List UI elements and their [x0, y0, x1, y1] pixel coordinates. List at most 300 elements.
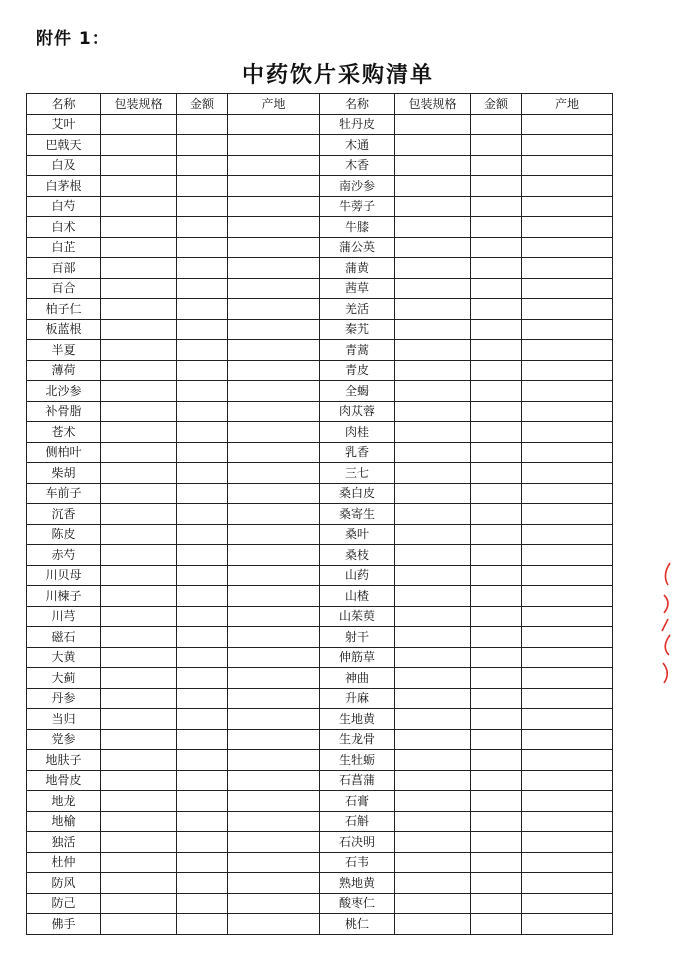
amount-cell[interactable] — [177, 176, 228, 197]
package-spec-cell[interactable] — [395, 893, 471, 914]
amount-cell[interactable] — [177, 360, 228, 381]
herb-name-cell: 石斛 — [320, 811, 395, 832]
amount-cell[interactable] — [177, 401, 228, 422]
package-spec-cell[interactable] — [101, 483, 177, 504]
table-body — [27, 114, 613, 934]
package-spec-cell[interactable] — [101, 504, 177, 525]
amount-cell[interactable] — [177, 155, 228, 176]
package-spec-cell[interactable] — [101, 832, 177, 853]
package-spec-cell[interactable] — [101, 750, 177, 771]
package-spec-cell[interactable] — [395, 709, 471, 730]
table-row — [27, 586, 613, 607]
amount-cell[interactable] — [177, 729, 228, 750]
package-spec-cell[interactable] — [101, 237, 177, 258]
package-spec-cell[interactable] — [395, 422, 471, 443]
col-header-amount-right: 金额 — [471, 94, 522, 115]
package-spec-cell[interactable] — [101, 381, 177, 402]
package-spec-cell[interactable] — [101, 155, 177, 176]
table-row — [27, 442, 613, 463]
amount-cell[interactable] — [471, 893, 522, 914]
amount-cell[interactable] — [177, 709, 228, 730]
table-row — [27, 401, 613, 422]
package-spec-cell[interactable] — [395, 729, 471, 750]
amount-cell[interactable] — [177, 770, 228, 791]
herb-name-cell: 防风 — [27, 873, 101, 894]
package-spec-cell[interactable] — [395, 442, 471, 463]
amount-cell[interactable] — [471, 463, 522, 484]
package-spec-cell[interactable] — [395, 586, 471, 607]
herb-name-cell: 巴戟天 — [27, 135, 101, 156]
col-header-package-left: 包装规格 — [101, 94, 177, 115]
package-spec-cell[interactable] — [101, 606, 177, 627]
origin-cell[interactable] — [228, 299, 320, 320]
origin-cell[interactable] — [522, 852, 613, 873]
amount-cell[interactable] — [177, 791, 228, 812]
origin-cell[interactable] — [522, 258, 613, 279]
origin-cell[interactable] — [522, 811, 613, 832]
package-spec-cell[interactable] — [101, 627, 177, 648]
herb-name-cell: 熟地黄 — [320, 873, 395, 894]
herb-name-cell: 桑寄生 — [320, 504, 395, 525]
package-spec-cell[interactable] — [101, 114, 177, 135]
package-spec-cell[interactable] — [101, 340, 177, 361]
package-spec-cell[interactable] — [395, 914, 471, 935]
herb-name-cell: 桑枝 — [320, 545, 395, 566]
package-spec-cell[interactable] — [101, 217, 177, 238]
package-spec-cell[interactable] — [395, 360, 471, 381]
amount-cell[interactable] — [471, 442, 522, 463]
amount-cell[interactable] — [177, 852, 228, 873]
origin-cell[interactable] — [522, 647, 613, 668]
amount-cell[interactable] — [471, 750, 522, 771]
herb-name-cell: 桑叶 — [320, 524, 395, 545]
package-spec-cell[interactable] — [395, 852, 471, 873]
herb-name-cell: 羌活 — [320, 299, 395, 320]
amount-cell[interactable] — [471, 319, 522, 340]
amount-cell[interactable] — [471, 422, 522, 443]
package-spec-cell[interactable] — [101, 893, 177, 914]
package-spec-cell[interactable] — [395, 545, 471, 566]
origin-cell[interactable] — [522, 688, 613, 709]
herb-name-cell: 地肤子 — [27, 750, 101, 771]
herb-name-cell: 白芷 — [27, 237, 101, 258]
herb-name-cell: 防己 — [27, 893, 101, 914]
origin-cell[interactable] — [228, 852, 320, 873]
amount-cell[interactable] — [177, 627, 228, 648]
package-spec-cell[interactable] — [395, 832, 471, 853]
package-spec-cell[interactable] — [101, 565, 177, 586]
origin-cell[interactable] — [228, 627, 320, 648]
amount-cell[interactable] — [177, 340, 228, 361]
amount-cell[interactable] — [177, 524, 228, 545]
origin-cell[interactable] — [522, 832, 613, 853]
herb-name-cell: 白芍 — [27, 196, 101, 217]
herb-name-cell: 石膏 — [320, 791, 395, 812]
amount-cell[interactable] — [471, 483, 522, 504]
herb-name-cell: 补骨脂 — [27, 401, 101, 422]
origin-cell[interactable] — [522, 176, 613, 197]
herb-name-cell: 板蓝根 — [27, 319, 101, 340]
amount-cell[interactable] — [177, 381, 228, 402]
package-spec-cell[interactable] — [395, 483, 471, 504]
origin-cell[interactable] — [522, 463, 613, 484]
herb-name-cell: 党参 — [27, 729, 101, 750]
package-spec-cell[interactable] — [101, 258, 177, 279]
herb-name-cell: 柴胡 — [27, 463, 101, 484]
table-row — [27, 852, 613, 873]
package-spec-cell[interactable] — [101, 811, 177, 832]
table-row — [27, 709, 613, 730]
table-row — [27, 319, 613, 340]
package-spec-cell[interactable] — [395, 237, 471, 258]
package-spec-cell[interactable] — [395, 524, 471, 545]
package-spec-cell[interactable] — [395, 627, 471, 648]
origin-cell[interactable] — [522, 627, 613, 648]
origin-cell[interactable] — [228, 176, 320, 197]
origin-cell[interactable] — [522, 422, 613, 443]
amount-cell[interactable] — [471, 340, 522, 361]
amount-cell[interactable] — [471, 278, 522, 299]
origin-cell[interactable] — [228, 750, 320, 771]
amount-cell[interactable] — [177, 442, 228, 463]
herb-name-cell: 赤芍 — [27, 545, 101, 566]
col-header-name-right: 名称 — [320, 94, 395, 115]
amount-cell[interactable] — [177, 114, 228, 135]
origin-cell[interactable] — [522, 729, 613, 750]
attachment-label: 附件 1： — [36, 29, 110, 49]
origin-cell[interactable] — [228, 914, 320, 935]
amount-cell[interactable] — [177, 873, 228, 894]
amount-cell[interactable] — [471, 832, 522, 853]
origin-cell[interactable] — [522, 401, 613, 422]
herb-name-cell: 地骨皮 — [27, 770, 101, 791]
package-spec-cell[interactable] — [101, 319, 177, 340]
package-spec-cell[interactable] — [101, 524, 177, 545]
table-row — [27, 278, 613, 299]
amount-cell[interactable] — [177, 319, 228, 340]
package-spec-cell[interactable] — [395, 155, 471, 176]
amount-cell[interactable] — [471, 237, 522, 258]
package-spec-cell[interactable] — [101, 176, 177, 197]
origin-cell[interactable] — [228, 463, 320, 484]
col-header-package-right: 包装规格 — [395, 94, 471, 115]
origin-cell[interactable] — [522, 155, 613, 176]
amount-cell[interactable] — [471, 381, 522, 402]
amount-cell[interactable] — [177, 237, 228, 258]
package-spec-cell[interactable] — [395, 340, 471, 361]
package-spec-cell[interactable] — [101, 463, 177, 484]
origin-cell[interactable] — [522, 381, 613, 402]
origin-cell[interactable] — [228, 340, 320, 361]
herb-name-cell: 山药 — [320, 565, 395, 586]
amount-cell[interactable] — [177, 217, 228, 238]
origin-cell[interactable] — [522, 504, 613, 525]
table-row — [27, 360, 613, 381]
amount-cell[interactable] — [177, 893, 228, 914]
package-spec-cell[interactable] — [101, 873, 177, 894]
herb-name-cell: 柏子仁 — [27, 299, 101, 320]
origin-cell[interactable] — [228, 217, 320, 238]
origin-cell[interactable] — [522, 545, 613, 566]
package-spec-cell[interactable] — [101, 135, 177, 156]
amount-cell[interactable] — [177, 278, 228, 299]
package-spec-cell[interactable] — [395, 401, 471, 422]
amount-cell[interactable] — [471, 627, 522, 648]
amount-cell[interactable] — [471, 811, 522, 832]
package-spec-cell[interactable] — [101, 688, 177, 709]
herb-name-cell: 南沙参 — [320, 176, 395, 197]
herb-name-cell: 地榆 — [27, 811, 101, 832]
amount-cell[interactable] — [177, 668, 228, 689]
origin-cell[interactable] — [228, 360, 320, 381]
origin-cell[interactable] — [228, 258, 320, 279]
herb-name-cell: 牛蒡子 — [320, 196, 395, 217]
amount-cell[interactable] — [471, 586, 522, 607]
origin-cell[interactable] — [522, 750, 613, 771]
amount-cell[interactable] — [471, 114, 522, 135]
package-spec-cell[interactable] — [395, 114, 471, 135]
origin-cell[interactable] — [522, 319, 613, 340]
origin-cell[interactable] — [522, 709, 613, 730]
origin-cell[interactable] — [522, 770, 613, 791]
amount-cell[interactable] — [177, 258, 228, 279]
origin-cell[interactable] — [228, 401, 320, 422]
amount-cell[interactable] — [471, 709, 522, 730]
package-spec-cell[interactable] — [395, 811, 471, 832]
table-row — [27, 114, 613, 135]
package-spec-cell[interactable] — [395, 319, 471, 340]
origin-cell[interactable] — [228, 811, 320, 832]
amount-cell[interactable] — [471, 606, 522, 627]
amount-cell[interactable] — [471, 258, 522, 279]
amount-cell[interactable] — [471, 688, 522, 709]
amount-cell[interactable] — [471, 155, 522, 176]
origin-cell[interactable] — [228, 155, 320, 176]
herb-name-cell: 丹参 — [27, 688, 101, 709]
herb-name-cell: 百合 — [27, 278, 101, 299]
table-row — [27, 811, 613, 832]
amount-cell[interactable] — [471, 545, 522, 566]
package-spec-cell[interactable] — [101, 914, 177, 935]
package-spec-cell[interactable] — [101, 852, 177, 873]
origin-cell[interactable] — [522, 791, 613, 812]
origin-cell[interactable] — [522, 565, 613, 586]
amount-cell[interactable] — [471, 401, 522, 422]
amount-cell[interactable] — [177, 422, 228, 443]
origin-cell[interactable] — [228, 709, 320, 730]
origin-cell[interactable] — [228, 586, 320, 607]
origin-cell[interactable] — [522, 914, 613, 935]
amount-cell[interactable] — [471, 217, 522, 238]
origin-cell[interactable] — [228, 319, 320, 340]
amount-cell[interactable] — [471, 176, 522, 197]
origin-cell[interactable] — [228, 668, 320, 689]
herb-name-cell: 生地黄 — [320, 709, 395, 730]
package-spec-cell[interactable] — [101, 586, 177, 607]
origin-cell[interactable] — [228, 729, 320, 750]
amount-cell[interactable] — [471, 504, 522, 525]
origin-cell[interactable] — [228, 770, 320, 791]
amount-cell[interactable] — [177, 586, 228, 607]
package-spec-cell[interactable] — [101, 299, 177, 320]
amount-cell[interactable] — [177, 504, 228, 525]
amount-cell[interactable] — [471, 668, 522, 689]
package-spec-cell[interactable] — [395, 299, 471, 320]
package-spec-cell[interactable] — [101, 647, 177, 668]
origin-cell[interactable] — [228, 893, 320, 914]
package-spec-cell[interactable] — [101, 545, 177, 566]
red-seal-stamp — [658, 555, 674, 695]
origin-cell[interactable] — [228, 565, 320, 586]
table-row — [27, 340, 613, 361]
herb-name-cell: 桑白皮 — [320, 483, 395, 504]
origin-cell[interactable] — [228, 504, 320, 525]
col-header-amount-left: 金额 — [177, 94, 228, 115]
origin-cell[interactable] — [522, 135, 613, 156]
amount-cell[interactable] — [471, 770, 522, 791]
package-spec-cell[interactable] — [395, 791, 471, 812]
amount-cell[interactable] — [471, 135, 522, 156]
amount-cell[interactable] — [471, 647, 522, 668]
amount-cell[interactable] — [471, 565, 522, 586]
origin-cell[interactable] — [522, 442, 613, 463]
amount-cell[interactable] — [471, 914, 522, 935]
origin-cell[interactable] — [522, 278, 613, 299]
table-row — [27, 483, 613, 504]
origin-cell[interactable] — [522, 299, 613, 320]
package-spec-cell[interactable] — [395, 873, 471, 894]
package-spec-cell[interactable] — [101, 442, 177, 463]
amount-cell[interactable] — [471, 873, 522, 894]
herb-name-cell: 蒲公英 — [320, 237, 395, 258]
origin-cell[interactable] — [228, 873, 320, 894]
amount-cell[interactable] — [471, 729, 522, 750]
origin-cell[interactable] — [522, 893, 613, 914]
herb-name-cell: 百部 — [27, 258, 101, 279]
herb-name-cell: 酸枣仁 — [320, 893, 395, 914]
origin-cell[interactable] — [228, 606, 320, 627]
origin-cell[interactable] — [228, 114, 320, 135]
amount-cell[interactable] — [471, 852, 522, 873]
amount-cell[interactable] — [177, 914, 228, 935]
herb-purchase-table — [26, 93, 613, 935]
amount-cell[interactable] — [177, 463, 228, 484]
table-header-row — [27, 94, 613, 115]
origin-cell[interactable] — [228, 442, 320, 463]
package-spec-cell[interactable] — [395, 196, 471, 217]
amount-cell[interactable] — [177, 606, 228, 627]
origin-cell[interactable] — [522, 524, 613, 545]
amount-cell[interactable] — [177, 299, 228, 320]
amount-cell[interactable] — [471, 299, 522, 320]
origin-cell[interactable] — [228, 791, 320, 812]
package-spec-cell[interactable] — [395, 278, 471, 299]
package-spec-cell[interactable] — [395, 770, 471, 791]
package-spec-cell[interactable] — [101, 709, 177, 730]
amount-cell[interactable] — [177, 688, 228, 709]
origin-cell[interactable] — [228, 483, 320, 504]
package-spec-cell[interactable] — [101, 422, 177, 443]
amount-cell[interactable] — [177, 647, 228, 668]
origin-cell[interactable] — [228, 545, 320, 566]
origin-cell[interactable] — [522, 237, 613, 258]
package-spec-cell[interactable] — [101, 668, 177, 689]
herb-name-cell: 生龙骨 — [320, 729, 395, 750]
package-spec-cell[interactable] — [395, 647, 471, 668]
package-spec-cell[interactable] — [395, 258, 471, 279]
package-spec-cell[interactable] — [395, 504, 471, 525]
origin-cell[interactable] — [228, 688, 320, 709]
origin-cell[interactable] — [522, 586, 613, 607]
amount-cell[interactable] — [177, 135, 228, 156]
amount-cell[interactable] — [471, 524, 522, 545]
origin-cell[interactable] — [228, 196, 320, 217]
herb-name-cell: 木通 — [320, 135, 395, 156]
package-spec-cell[interactable] — [101, 401, 177, 422]
origin-cell[interactable] — [522, 360, 613, 381]
package-spec-cell[interactable] — [395, 217, 471, 238]
origin-cell[interactable] — [522, 873, 613, 894]
origin-cell[interactable] — [228, 381, 320, 402]
origin-cell[interactable] — [228, 135, 320, 156]
origin-cell[interactable] — [522, 114, 613, 135]
package-spec-cell[interactable] — [395, 565, 471, 586]
amount-cell[interactable] — [471, 791, 522, 812]
package-spec-cell[interactable] — [101, 360, 177, 381]
origin-cell[interactable] — [228, 647, 320, 668]
amount-cell[interactable] — [177, 196, 228, 217]
herb-name-cell: 大蓟 — [27, 668, 101, 689]
amount-cell[interactable] — [177, 832, 228, 853]
package-spec-cell[interactable] — [395, 750, 471, 771]
herb-name-cell: 当归 — [27, 709, 101, 730]
origin-cell[interactable] — [522, 606, 613, 627]
package-spec-cell[interactable] — [101, 791, 177, 812]
origin-cell[interactable] — [228, 832, 320, 853]
package-spec-cell[interactable] — [101, 729, 177, 750]
origin-cell[interactable] — [228, 237, 320, 258]
package-spec-cell[interactable] — [101, 770, 177, 791]
origin-cell[interactable] — [228, 524, 320, 545]
origin-cell[interactable] — [522, 217, 613, 238]
package-spec-cell[interactable] — [395, 688, 471, 709]
origin-cell[interactable] — [522, 483, 613, 504]
package-spec-cell[interactable] — [395, 668, 471, 689]
package-spec-cell[interactable] — [395, 463, 471, 484]
package-spec-cell[interactable] — [395, 135, 471, 156]
origin-cell[interactable] — [522, 668, 613, 689]
origin-cell[interactable] — [522, 340, 613, 361]
amount-cell[interactable] — [177, 565, 228, 586]
package-spec-cell[interactable] — [101, 196, 177, 217]
amount-cell[interactable] — [471, 360, 522, 381]
amount-cell[interactable] — [177, 545, 228, 566]
package-spec-cell[interactable] — [395, 606, 471, 627]
origin-cell[interactable] — [228, 422, 320, 443]
origin-cell[interactable] — [228, 278, 320, 299]
table-row — [27, 196, 613, 217]
herb-name-cell: 桃仁 — [320, 914, 395, 935]
amount-cell[interactable] — [177, 483, 228, 504]
amount-cell[interactable] — [177, 750, 228, 771]
package-spec-cell[interactable] — [395, 381, 471, 402]
amount-cell[interactable] — [177, 811, 228, 832]
package-spec-cell[interactable] — [395, 176, 471, 197]
package-spec-cell[interactable] — [101, 278, 177, 299]
herb-name-cell: 佛手 — [27, 914, 101, 935]
amount-cell[interactable] — [471, 196, 522, 217]
origin-cell[interactable] — [522, 196, 613, 217]
